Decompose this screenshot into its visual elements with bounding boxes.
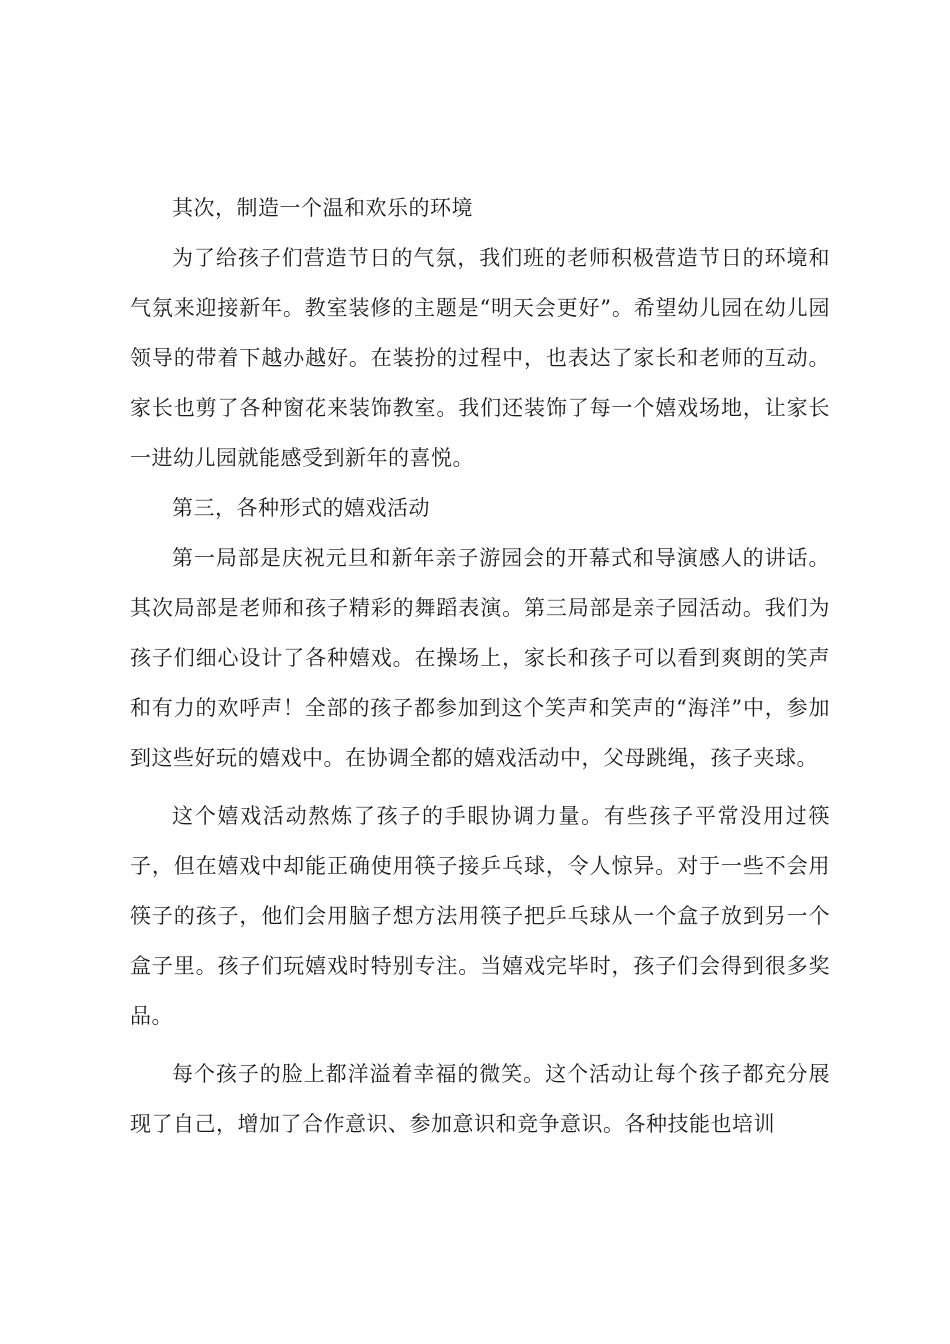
document-body [130,183,830,1149]
paragraph-chopsticks-game: 这个嬉戏活动熬炼了孩子的手眼协调力量。有些孩子平常没用过筷子，但在嬉戏中却能正确使用筷子接乒乓球，令人惊异。对于一些不会用筷子的孩子，他们会用脑子想方法用筷子把乒乓球从一个盒子放到另一个盒子里。孩子们玩嬉戏时特别专注。当嬉戏完毕时，孩子们会得到很多奖品。 [130,804,830,1028]
paragraph-activities-intro: 第一局部是庆祝元旦和新年亲子游园会的开幕式和导演感人的讲话。其次局部是老师和孩子精彩的舞蹈表演。第三局部是亲子园活动。我们为孩子们细心设计了各种嬉戏。在操场上，家长和孩子可以看到爽朗的笑声和有力的欢呼声！全部的孩子都参加到这个笑声和笑声的“海洋”中，参加到这些好玩的嬉戏中。在协调全都的嬉戏活动中，父母跳绳，孩子夹球。 [130,546,830,770]
section-heading-activities: 第三，各种形式的嬉戏活动 [172,496,430,520]
paragraph-environment: 为了给孩子们营造节日的气氛，我们班的老师积极营造节日的环境和气氛来迎接新年。教室装修的主题是“明天会更好”。希望幼儿园在幼儿园领导的带着下越办越好。在装扮的过程中，也表达了家长和老师的互动。家长也剪了各种窗花来装饰教室。我们还装饰了每一个嬉戏场地，让家长一进幼儿园就能感受到新年的喜悦。 [130,246,830,470]
section-heading-environment: 其次，制造一个温和欢乐的环境 [172,196,473,220]
paragraph-happiness: 每个孩子的脸上都洋溢着幸福的微笑。这个活动让每个孩子都充分展现了自己，增加了合作意识、参加意识和竞争意识。各种技能也培训 [130,1062,830,1136]
